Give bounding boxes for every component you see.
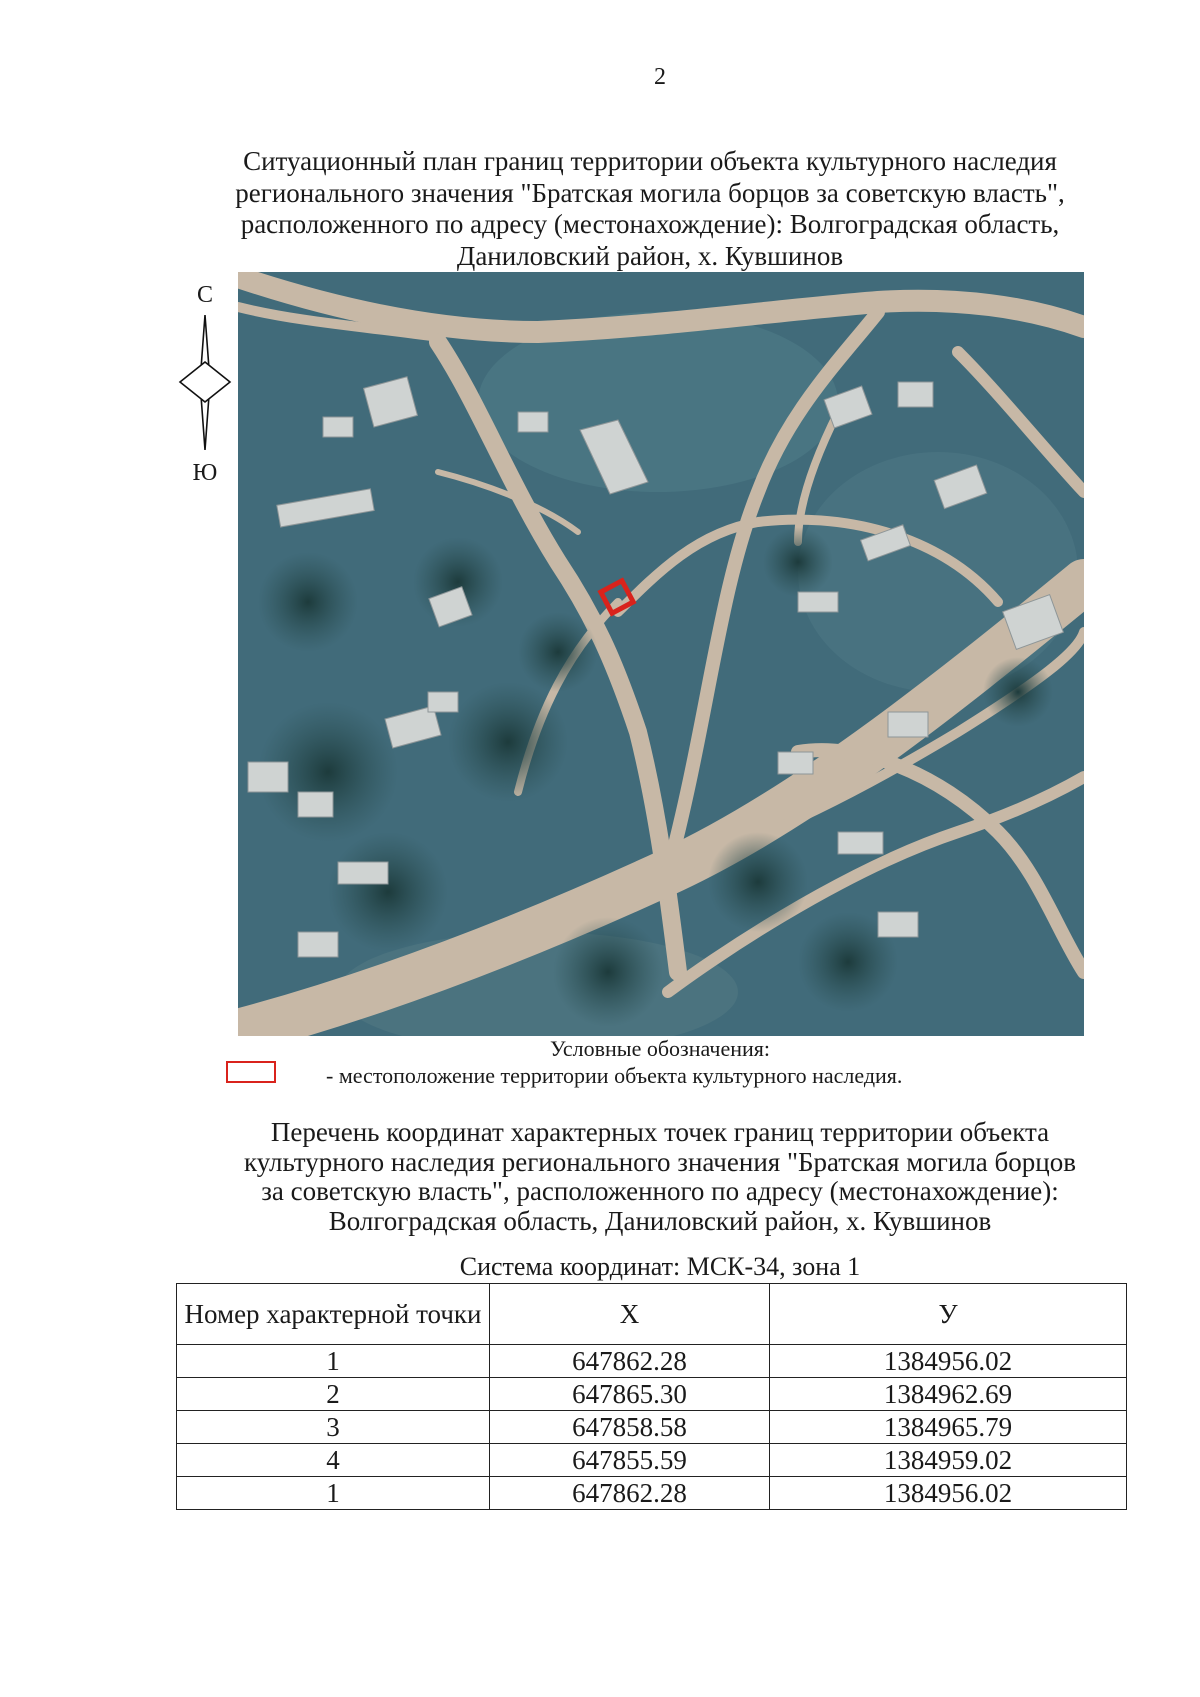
satellite-map [238, 272, 1084, 1036]
compass-rose-icon [170, 310, 240, 460]
legend-title: Условные обозначения: [549, 1036, 771, 1061]
cell-x: 647858.58 [490, 1411, 770, 1444]
cell-x: 647862.28 [490, 1477, 770, 1510]
coordinates-table [176, 1283, 1127, 1510]
cell-point: 4 [177, 1444, 490, 1477]
cell-x: 647862.28 [490, 1345, 770, 1378]
plan-title-line: Даниловский район, х. Кувшинов [456, 240, 844, 271]
cell-y: 1384962.69 [770, 1378, 1127, 1411]
table-row [177, 1411, 1127, 1444]
cell-x: 647855.59 [490, 1444, 770, 1477]
header-y: У [770, 1284, 1127, 1345]
cell-x: 647865.30 [490, 1378, 770, 1411]
cell-y: 1384956.02 [770, 1477, 1127, 1510]
list-title-line: Перечень координат характерных точек границ территории объекта [270, 1117, 1050, 1147]
cell-y: 1384965.79 [770, 1411, 1127, 1444]
list-title-line: за советскую власть", расположенного по адресу (местонахождение): [261, 1176, 1059, 1206]
header-point-number: Номер характерной точки [177, 1284, 490, 1345]
cell-point: 2 [177, 1378, 490, 1411]
cell-y: 1384959.02 [770, 1444, 1127, 1477]
table-row [177, 1378, 1127, 1411]
plan-title-line: регионального значения "Братская могила борцов за советскую власть", [235, 177, 1065, 208]
table-row [177, 1345, 1127, 1378]
cell-point: 1 [177, 1345, 490, 1378]
south-label: Ю [192, 460, 218, 486]
coordinates-list-title [200, 1118, 1120, 1236]
plan-title-line: расположенного по адресу (местонахождение): Волгоградская область, [240, 209, 1060, 239]
list-title-line: Волгоградская область, Даниловский район, х. Кувшинов [328, 1205, 992, 1236]
legend-marker-icon [226, 1061, 276, 1083]
satellite-photo-icon [238, 272, 1084, 1036]
plan-title [190, 146, 1110, 272]
plan-title-line: Ситуационный план границ территории объекта культурного наследия [243, 146, 1057, 176]
north-arrow [170, 282, 240, 486]
cell-point: 3 [177, 1411, 490, 1444]
north-label: С [196, 282, 213, 308]
coordinate-system-label: Система координат: МСК-34, зона 1 [459, 1252, 861, 1281]
table-row [177, 1477, 1127, 1510]
list-title-line: культурного наследия регионального значения "Братская могила борцов [244, 1146, 1076, 1177]
table-header-row [177, 1284, 1127, 1345]
page-number: 2 [654, 64, 666, 90]
legend-item-label: - местоположение территории объекта культурного наследия. [326, 1063, 903, 1088]
cell-y: 1384956.02 [770, 1345, 1127, 1378]
table-row [177, 1444, 1127, 1477]
cell-point: 1 [177, 1477, 490, 1510]
header-x: X [490, 1284, 770, 1345]
